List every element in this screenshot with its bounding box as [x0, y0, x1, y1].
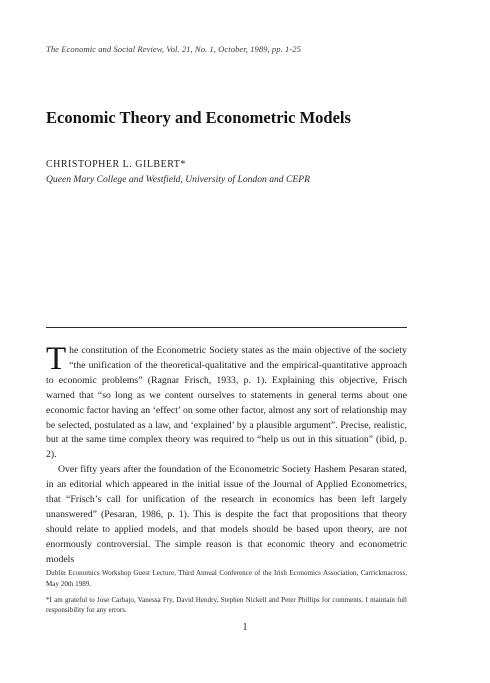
footnote-lecture: Dublin Economics Workshop Guest Lecture, Third Annual Conference of the Irish Economics Association, Carrickmacross, May 20th 1989.: [46, 569, 407, 588]
journal-citation-line: The Economic and Social Review, Vol. 21, No. 1, October, 1989, pp. 1-25: [46, 44, 301, 54]
author-affiliation: Queen Mary College and Westfield, University of London and CEPR: [46, 174, 310, 185]
drop-cap: T: [46, 341, 67, 377]
paragraph-1: [46, 341, 407, 463]
page-number: 1: [242, 622, 248, 633]
paragraph-2: Over fifty years after the foundation of the Econometric Society Hashem Pesaran stated, in an editorial which appeared in the initial issue of the Journal of Applied Econometrics, that “Frisch’s call for unification of the research in economics has been left largely unanswered” (Pesaran, 1986, p. 1). This is despite the fact that propositions that theory should relate to applied models, and that models should be based upon theory, are not enormously controversial. The simple reason is that economic theory and econometric models: [46, 464, 407, 565]
article-body: [46, 341, 407, 568]
section-divider: [46, 327, 407, 328]
footnotes: [46, 568, 407, 621]
paragraph-1-text: he constitution of the Econometric Society states as the main objective of the society “the unification of the theoretical-qualitative and the empirical-quantitative approach to economic problems” (Ragnar Frisch, 1933, p. 1). Explaining this objective, Frisch warned that “so long as we content ourselves to statements in general terms about one economic factor having an ‘effect’ on some other factor, almost any sort of relationship may be selected, postulated as a law, and ‘explained’ by a plausible argument”. Precise, realistic, but at the same time complex theory was required to “help us out in this situation” (ibid, p. 2).: [46, 345, 407, 461]
author-name: CHRISTOPHER L. GILBERT*: [46, 159, 186, 170]
article-title: Economic Theory and Econometric Models: [46, 108, 351, 127]
footnote-acknowledgement: *I am grateful to Jose Carbajo, Vanessa Fry, David Hendry, Stephen Nickell and Peter Phillips for comments. I maintain full responsibility for any errors.: [46, 595, 407, 615]
